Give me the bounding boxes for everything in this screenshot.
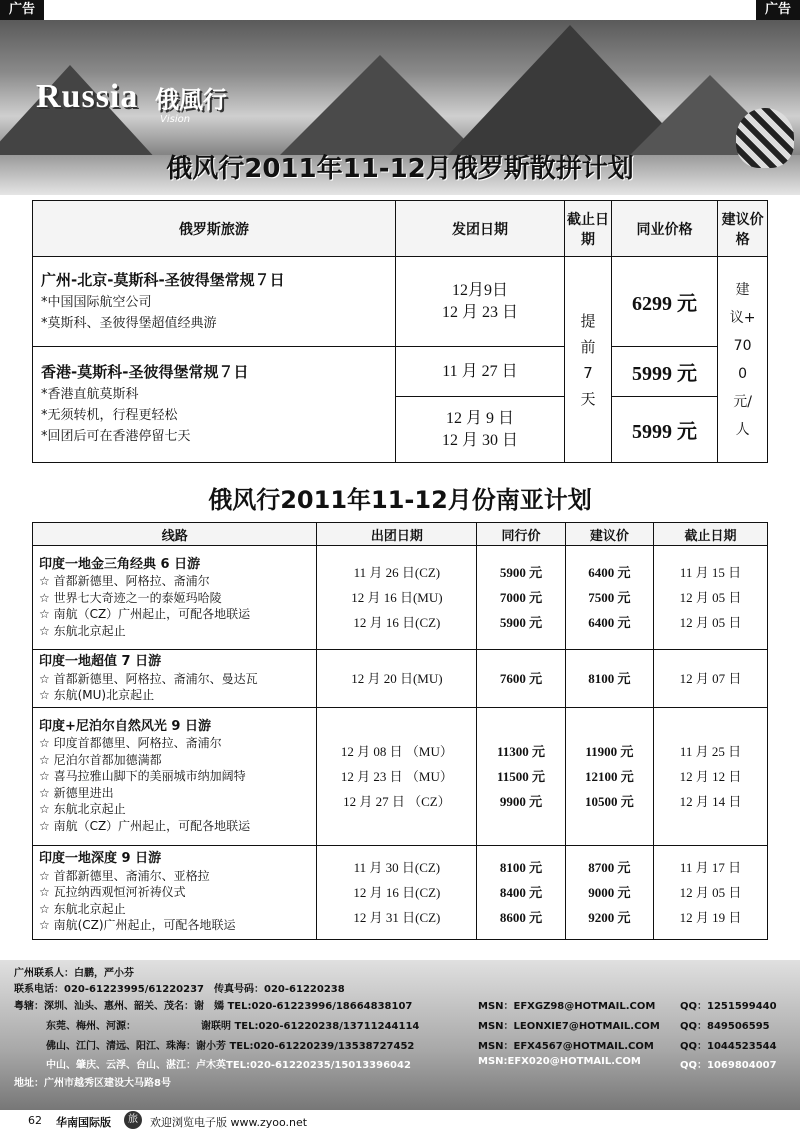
publisher: 华南国际版 [56,1116,111,1129]
tour-item: ☆ 东航(MU)北京起止 [39,688,155,702]
date-text: 12 月 30 日 [441,431,518,449]
tour-item: ☆ 东航北京起止 [39,802,126,817]
date-cell: 12 月 20 日(MU) [317,650,477,708]
tour-item: ☆ 瓦拉纳西观恒河祈祷仪式 [39,885,186,900]
date-cell [395,257,564,347]
contact-qq: QQ：1069804007 [680,1060,777,1071]
header-date: 出团日期 [317,523,477,546]
peer-price-cell: 7600 元 [477,650,565,708]
header-route: 线路 [33,523,317,546]
logo-text: Russia [36,78,139,115]
contact-address: 地址：广州市越秀区建设大马路8号 [14,1078,171,1089]
suggest-price-cell: 8700 元 9000 元 9200 元 [565,845,653,939]
date-text: 12月9日 [451,281,508,299]
tour-cell [33,650,317,708]
tour-item: ☆ 东航北京起止 [39,901,126,916]
logo-cn: 俄風行 [155,86,227,114]
contact-area: 粤辖：深圳、汕头、惠州、韶关、茂名：谢 嫣 TEL:020-61223996/18664838107 [14,1001,413,1012]
suggest-cell [718,257,768,463]
ad-label-right: 广告 [756,0,800,20]
footer-tagline: 欢迎浏览电子版 www.zyoo.net [150,1116,308,1129]
contact-area: 东莞、梅州、河源： 谢联明 TEL:020-61220238/13711244114 [46,1021,420,1032]
table-row [33,845,768,939]
tour-item: ☆ 世界七大奇迹之一的泰姬玛哈陵 [39,590,222,605]
date-text: 12 月 23 日 [441,303,518,321]
tour-name: 香港-莫斯科-圣彼得堡常规７日 [41,363,249,381]
tour-note: *中国国际航空公司 [41,294,152,310]
tour-item: ☆ 首都新德里、阿格拉、斋浦尔、曼达瓦 [39,671,258,686]
contact-msn: MSN：EFXGZ98@HOTMAIL.COM [478,1001,656,1012]
logo-sub: Vision [160,114,191,125]
tour-item: ☆ 印度首都德里、阿格拉、斋浦尔 [39,736,222,751]
tour-note: *香港直航莫斯科 [41,387,139,402]
tour-item: ☆ 南航（CZ）广州起止，可配各地联运 [39,818,251,833]
tour-item: ☆ 喜马拉雅山脚下的美丽城市纳加阔特 [39,769,246,784]
tour-cell [33,546,317,650]
table-row [33,707,768,845]
tour-name: 印度一地金三角经典 6 日游 [39,556,201,572]
southasia-table [32,522,768,940]
table-row [33,546,768,650]
badge-icon: 旅 [124,1111,142,1129]
tour-item: ☆ 首都新德里、阿格拉、斋浦尔 [39,574,210,589]
contact-section [0,960,800,1110]
page-number: 62 [28,1114,42,1127]
tour-item: ☆ 东航北京起止 [39,623,126,638]
tour-item: ☆ 南航(CZ)广州起止，可配各地联运 [39,918,236,933]
peer-price-cell: 5900 元 7000 元 5900 元 [477,546,565,650]
contact-qq: QQ：1044523544 [680,1041,777,1052]
southasia-title: 俄风行2011年11-12月份南亚计划 [208,486,592,514]
table-row [33,257,768,347]
header-deadline: 截止日期 [565,201,612,257]
date-cell [395,397,564,463]
date-cell: 11 月 30 日(CZ) 12 月 16 日(CZ) 12 月 31 日(CZ) [317,845,477,939]
tour-item: ☆ 尼泊尔首都加德满都 [39,752,162,767]
tour-name: 广州-北京-莫斯科-圣彼得堡常规７日 [41,270,285,289]
header-suggest-price: 建议价格 [718,201,768,257]
price-cell: 5999 元 [611,347,717,397]
russia-table [32,200,768,463]
tour-cell [33,257,396,347]
deadline-cell: 11 月 15 日 12 月 05 日 12 月 05 日 [654,546,768,650]
ad-label-left: 广告 [0,0,44,20]
deadline-cell: 12 月 07 日 [654,650,768,708]
deadline-cell [565,257,612,463]
date-text: 12 月 9 日 [445,409,514,427]
header-suggest-price: 建议价 [565,523,653,546]
contact-person: 广州联系人：白鹏，严小芬 [14,968,134,979]
header-route: 俄罗斯旅游 [33,201,396,257]
peer-price-cell: 8100 元 8400 元 8600 元 [477,845,565,939]
tour-note: *无须转机，行程更轻松 [41,408,178,423]
contact-qq: QQ：849506595 [680,1021,770,1032]
tour-cell [33,347,396,463]
price-cell: 5999 元 [611,397,717,463]
deadline-cell: 11 月 17 日 12 月 05 日 12 月 19 日 [654,845,768,939]
contact-msn: MSN：EFX4567@HOTMAIL.COM [478,1041,654,1052]
deadline-cell: 11 月 25 日 12 月 12 日 12 月 14 日 [654,707,768,845]
header-deadline: 截止日期 [654,523,768,546]
suggest-text: 建议+700元/人 [729,281,756,438]
tour-item: ☆ 新德里进出 [39,785,114,800]
suggest-price-cell: 6400 元 7500 元 6400 元 [565,546,653,650]
contact-qq: QQ：1251599440 [680,1001,777,1012]
tour-cell [33,845,317,939]
header-date: 发团日期 [395,201,564,257]
date-cell: 12 月 08 日 （MU） 12 月 23 日 （MU） 12 月 27 日 （CZ） [317,707,477,845]
price-cell: 6299 元 [611,257,717,347]
suggest-price-cell: 8100 元 [565,650,653,708]
tour-name: 印度+尼泊尔自然风光 9 日游 [39,718,211,734]
tour-item: ☆ 首都新德里、斋浦尔、亚格拉 [39,868,210,883]
peer-price-cell: 11300 元 11500 元 9900 元 [477,707,565,845]
tour-cell [33,707,317,845]
table-row [33,347,768,397]
contact-msn: MSN:EFX020@HOTMAIL.COM [478,1056,641,1067]
russia-title: 俄风行2011年11-12月俄罗斯散拼计划 [166,154,634,184]
tour-note: *回团后可在香港停留七天 [41,429,191,444]
header-peer-price: 同行价 [477,523,565,546]
contact-area: 佛山、江门、清远、阳江、珠海：谢小芳 TEL:020-61220239/13538727452 [46,1041,415,1052]
header-peer-price: 同业价格 [611,201,717,257]
date-cell: 11 月 26 日(CZ) 12 月 16 日(MU) 12 月 16 日(CZ) [317,546,477,650]
contact-msn: MSN：LEONXIE7@HOTMAIL.COM [478,1021,660,1032]
tour-name: 印度一地超值 7 日游 [39,654,162,669]
tour-note: *莫斯科、圣彼得堡超值经典游 [41,315,217,331]
page-footer [0,1110,800,1133]
suggest-price-cell: 11900 元 12100 元 10500 元 [565,707,653,845]
table-row [33,650,768,708]
contact-phone: 联系电话：020-61223995/61220237 传真号码：020-61220238 [14,984,345,995]
deadline-text: 提前7天 [580,311,596,408]
contact-area: 中山、肇庆、云浮、台山、湛江：卢木英TEL:020-61220235/15013396042 [46,1060,411,1071]
date-cell: 11 月 27 日 [395,347,564,397]
tour-item: ☆ 南航（CZ）广州起止，可配各地联运 [39,607,251,622]
tour-name: 印度一地深度 9 日游 [39,851,162,867]
